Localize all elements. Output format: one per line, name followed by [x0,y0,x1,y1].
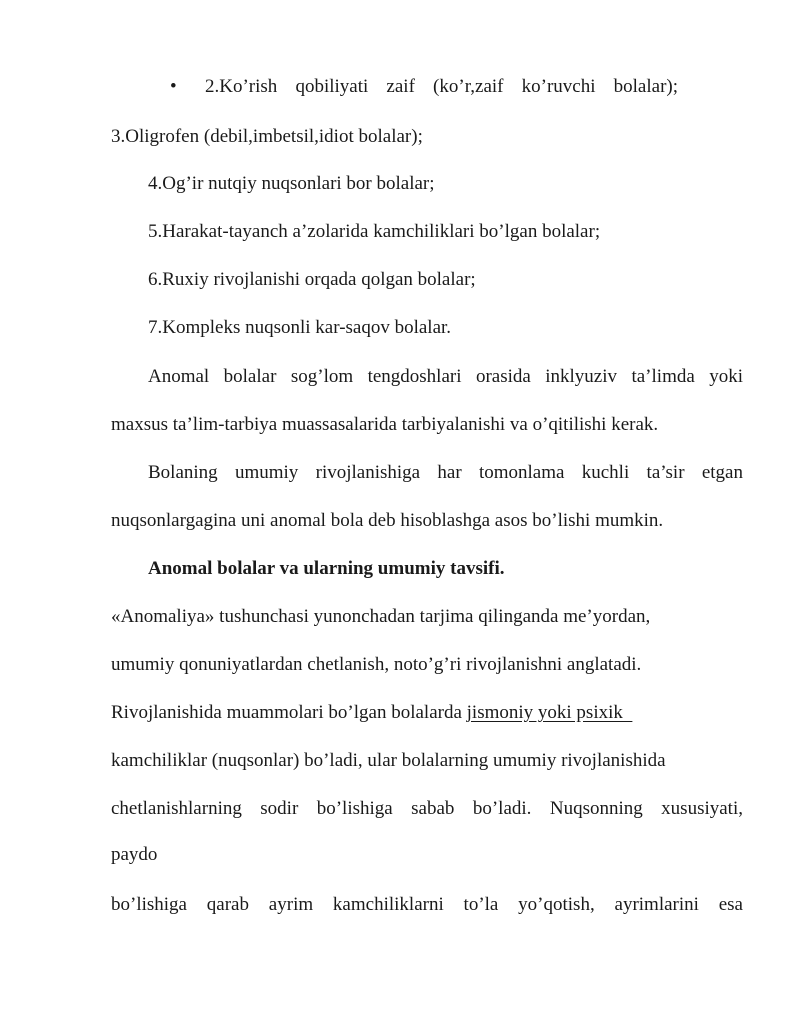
paragraph-1-line-2: maxsus ta’lim-tarbiya muassasalarida tarbiyalanishi va o’qitilishi kerak. [111,414,659,435]
paragraph-3-line-4: kamchiliklar (nuqsonlar) bo’ladi, ular bolalarning umumiy rivojlanishida [111,750,666,771]
paragraph-3-line-6: paydo [111,844,158,865]
paragraph-2-line-1: Bolaning umumiy rivojlanishiga har tomonlama kuchli ta’sir etgan [148,462,743,483]
section-heading: Anomal bolalar va ularning umumiy tavsifi. [148,558,505,579]
list-item-6: 6.Ruxiy rivojlanishi orqada qolgan bolalar; [148,269,476,290]
paragraph-1-line-1: Anomal bolalar sog’lom tengdoshlari orasida inklyuziv ta’limda yoki [148,366,743,387]
bullet-icon: • [170,76,177,97]
underlined-phrase: jismoniy yoki psixik [466,702,633,723]
paragraph-3-line-3 [111,701,743,725]
paragraph-3-line-2: umumiy qonuniyatlardan chetlanish, noto’g’ri rivojlanishni anglatadi. [111,654,642,675]
list-item-3: 3.Oligrofen (debil,imbetsil,idiot bolalar); [111,126,423,147]
paragraph-3-line-3-text: Rivojlanishida muammolari bo’lgan bolalarda [111,702,467,723]
paragraph-3-line-7: bo’lishiga qarab ayrim kamchiliklarni to’la yo’qotish, ayrimlarini esa [111,894,743,915]
list-item-4: 4.Og’ir nutqiy nuqsonlari bor bolalar; [148,173,435,194]
paragraph-3-line-5: chetlanishlarning sodir bo’lishiga sabab bo’ladi. Nuqsonning xususiyati, [111,798,743,819]
paragraph-3-line-1: «Anomaliya» tushunchasi yunonchadan tarjima qilinganda me’yordan, [111,606,651,627]
list-item-7: 7.Kompleks nuqsonli kar-saqov bolalar. [148,317,452,338]
list-item-5: 5.Harakat-tayanch a’zolarida kamchiliklari bo’lgan bolalar; [148,221,601,242]
list-item-text: 2.Ko’rish qobiliyati zaif (ko’r,zaif ko’ruvchi bolalar); [205,76,678,97]
paragraph-2-line-2: nuqsonlargagina uni anomal bola deb hisoblashga asos bo’lishi mumkin. [111,510,664,531]
